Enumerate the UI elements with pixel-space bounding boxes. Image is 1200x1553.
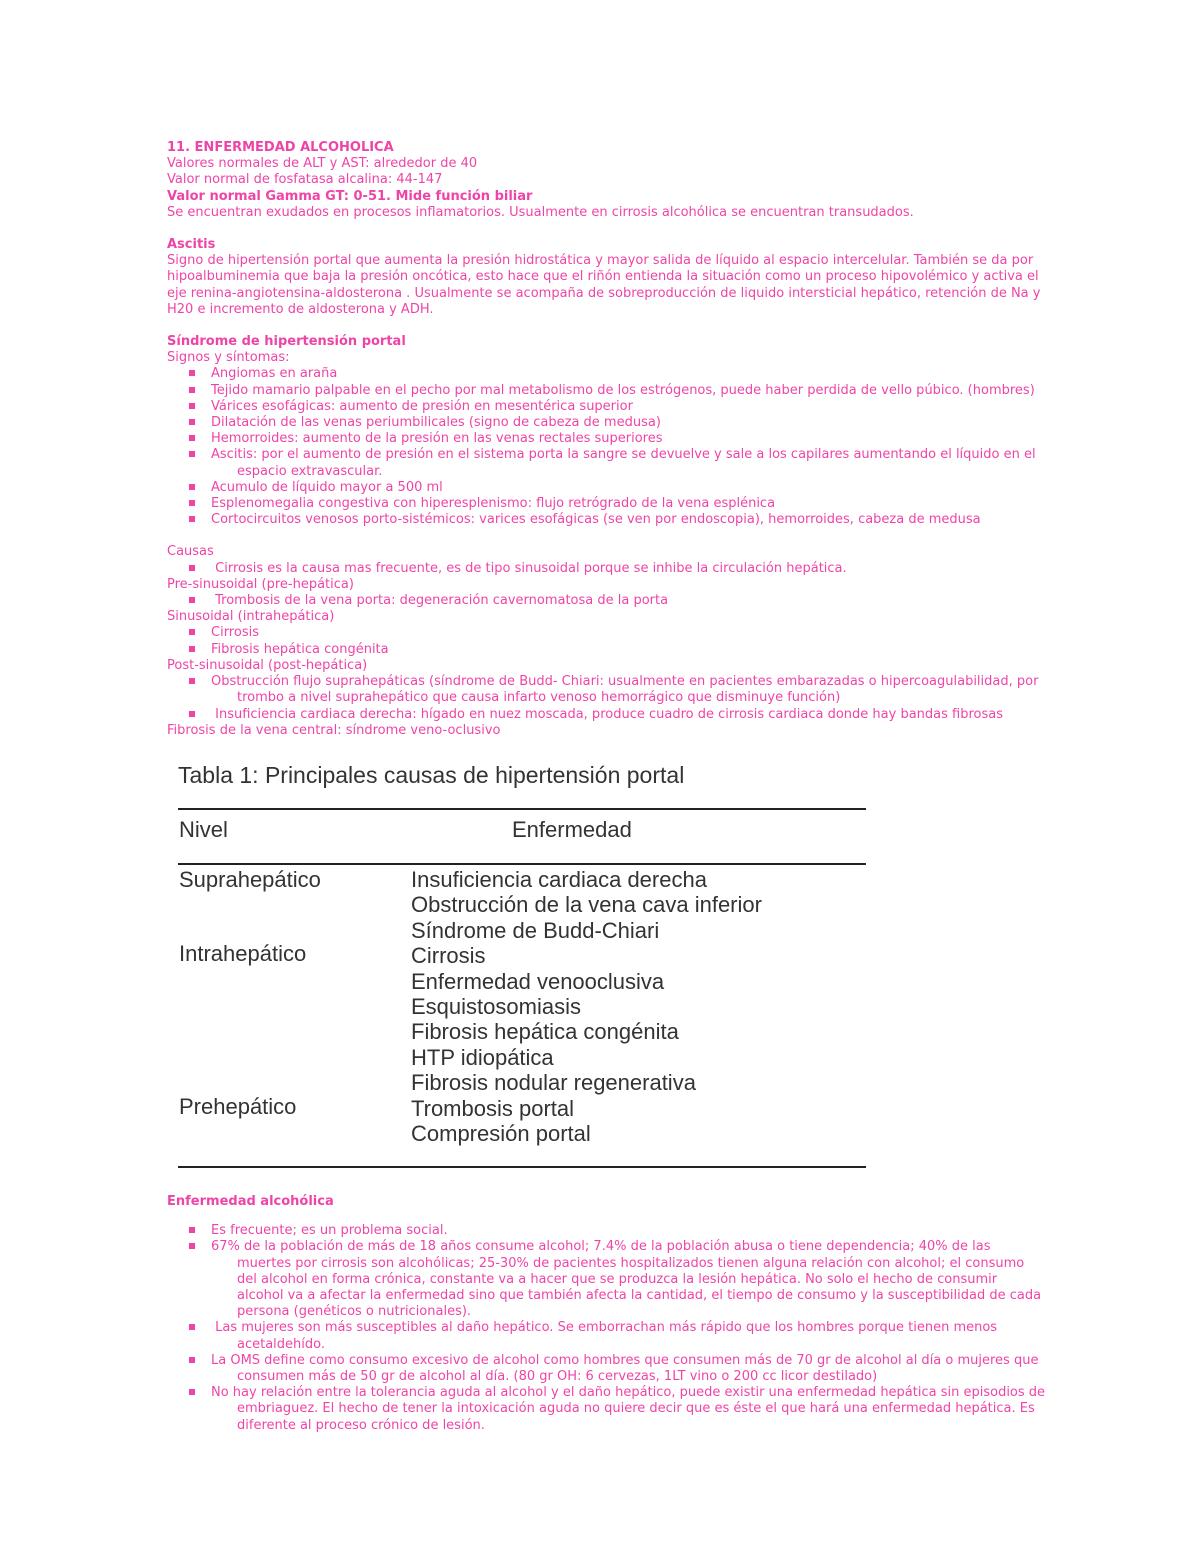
table-rule-bottom — [178, 1166, 866, 1168]
list-item: Angiomas en araña — [167, 366, 1047, 382]
disease-item: Insuficiencia cardiaca derecha — [411, 867, 707, 892]
level-prehepatico: Prehepático — [179, 1094, 297, 1119]
disease-item: Esquistosomiasis — [411, 994, 581, 1020]
disease-list — [411, 867, 762, 1146]
alt-ast-line: Valores normales de ALT y AST: alrededor de 40 — [167, 156, 478, 172]
list-item: Acumulo de líquido mayor a 500 ml — [167, 480, 1047, 496]
alcoholica-list — [167, 1223, 1047, 1434]
bullet-icon — [189, 370, 195, 376]
list-item: 67% de la población de más de 18 años consume alcohol; 7.4% de la población abusa o tiene dependencia; 40% de las muertes por cirrosis son alcohólicas; 25-30% de pacientes hospitalizados tienen alguna relación con alcohol; el consumo del alcohol en forma crónica, constante va a hacer que se produzca la lesión hepática. No solo el hecho de consumir alcohol va a afectar la enfermedad sino que también afecta la cantidad, el tiempo de consumo y la susceptibilidad de cada persona (genéticos o nutricionales). — [167, 1239, 1047, 1320]
lower-text-block — [167, 1181, 1047, 1434]
bullet-icon — [189, 1357, 195, 1363]
list-item: Ascitis: por el aumento de presión en el sistema porta la sangre se devuelve y sale a los capilares aumentando el líquido en el espacio extravascular. — [167, 447, 1047, 479]
disease-item: HTP idiopática — [411, 1044, 554, 1070]
level-suprahepatico: Suprahepático — [179, 867, 321, 892]
signos-list — [167, 366, 1047, 528]
bullet-icon — [189, 435, 195, 441]
bullet-icon — [189, 646, 195, 652]
sindrome-heading: Síndrome de hipertensión portal — [167, 334, 406, 350]
bullet-icon — [189, 1324, 195, 1330]
list-item: Cirrosis es la causa mas frecuente, es de tipo sinusoidal porque se inhibe la circulación hepática. — [167, 561, 1047, 577]
list-item: Hemorroides: aumento de la presión en las venas rectales superiores — [167, 431, 1047, 447]
upper-text-block — [167, 140, 1047, 739]
disease-item: Obstrucción de la vena cava inferior — [411, 892, 762, 918]
table-rule-header — [178, 863, 866, 865]
disease-item: Fibrosis hepática congénita — [411, 1019, 679, 1045]
list-item: La OMS define como consumo excesivo de alcohol como hombres que consumen más de 70 gr de alcohol al día o mujeres que consumen más de 50 gr de alcohol al día. (80 gr OH: 6 cervezas, 1LT vino o 200 cc licor destilado) — [167, 1353, 1047, 1385]
exudados-line: Se encuentran exudados en procesos inflamatorios. Usualmente en cirrosis alcohólica se encuentran transudados. — [167, 204, 914, 220]
bullet-icon — [189, 629, 195, 635]
list-item: Cortocircuitos venosos porto-sistémicos: varices esofágicas (se ven por endoscopia), hemorroides, cabeza de medusa — [167, 512, 1047, 528]
level-intrahepatico: Intrahepático — [179, 941, 307, 966]
sinusoidal-list — [167, 625, 1047, 657]
table-title: Tabla 1: Principales causas de hipertensión portal — [178, 762, 685, 788]
causas-list — [167, 561, 1047, 577]
list-item: Fibrosis hepática congénita — [167, 642, 1047, 658]
list-item: Esplenomegalia congestiva con hiperesplenismo: flujo retrógrado de la vena esplénica — [167, 496, 1047, 512]
list-item: Trombosis de la vena porta: degeneración cavernomatosa de la porta — [167, 593, 1047, 609]
pre-sinusoidal-heading: Pre-sinusoidal (pre-hepática) — [167, 576, 354, 592]
list-item: Cirrosis — [167, 625, 1047, 641]
disease-item: Trombosis portal — [411, 1095, 575, 1121]
list-item: Es frecuente; es un problema social. — [167, 1223, 1047, 1239]
bullet-icon — [189, 597, 195, 603]
bullet-icon — [189, 500, 195, 506]
list-item: Tejido mamario palpable en el pecho por mal metabolismo de los estrógenos, puede haber perdida de vello púbico. (hombres) — [167, 383, 1047, 399]
post-sinusoidal-list — [167, 674, 1047, 723]
section-title: 11. ENFERMEDAD ALCOHOLICA — [167, 140, 394, 155]
bullet-icon — [189, 1243, 195, 1249]
list-item: Insuficiencia cardiaca derecha: hígado en nuez moscada, produce cuadro de cirrosis cardiaca donde hay bandas fibrosas — [167, 707, 1047, 723]
bullet-icon — [189, 516, 195, 522]
bullet-icon — [189, 484, 195, 490]
column-header-enfermedad: Enfermedad — [512, 817, 632, 842]
post-sinusoidal-heading: Post-sinusoidal (post-hepática) — [167, 657, 368, 673]
list-item: Várices esofágicas: aumento de presión en mesentérica superior — [167, 399, 1047, 415]
fosfatasa-line: Valor normal de fosfatasa alcalina: 44-147 — [167, 172, 443, 188]
disease-item: Compresión portal — [411, 1121, 591, 1147]
disease-item: Cirrosis — [411, 943, 486, 969]
disease-item: Síndrome de Budd-Chiari — [411, 917, 660, 943]
bullet-icon — [189, 403, 195, 409]
bullet-icon — [189, 387, 195, 393]
list-item: Obstrucción flujo suprahepáticas (síndrome de Budd- Chiari: usualmente en pacientes embarazadas o hipercoagulabilidad, por trombo a nivel suprahepático que causa infarto venoso hemorrágico que disminuye función) — [167, 674, 1047, 706]
gamma-gt-line: Valor normal Gamma GT: 0-51. Mide función biliar — [167, 188, 533, 204]
column-header-nivel: Nivel — [179, 817, 228, 842]
ascitis-heading: Ascitis — [167, 237, 216, 253]
fibrosis-line: Fibrosis de la vena central: síndrome veno-oclusivo — [167, 722, 501, 738]
pre-sinusoidal-list — [167, 593, 1047, 609]
bullet-icon — [189, 678, 195, 684]
sinusoidal-heading: Sinusoidal (intrahepática) — [167, 609, 335, 625]
table-rule-top — [178, 808, 866, 810]
list-item: No hay relación entre la tolerancia aguda al alcohol y el daño hepático, puede existir una enfermedad hepática sin episodios de embriaguez. El hecho de tener la intoxicación aguda no quiere decir que es éste el que hará una enfermedad hepática. Es diferente al proceso crónico de lesión. — [167, 1385, 1047, 1434]
disease-item: Enfermedad venooclusiva — [411, 968, 665, 994]
bullet-icon — [189, 1227, 195, 1233]
signos-subheading: Signos y síntomas: — [167, 350, 290, 366]
bullet-icon — [189, 1389, 195, 1395]
list-item: Dilatación de las venas periumbilicales (signo de cabeza de medusa) — [167, 415, 1047, 431]
bullet-icon — [189, 451, 195, 457]
bullet-icon — [189, 711, 195, 717]
list-item: Las mujeres son más susceptibles al daño hepático. Se emborrachan más rápido que los hombres porque tienen menos acetaldehído. — [167, 1320, 1047, 1352]
bullet-icon — [189, 419, 195, 425]
bullet-icon — [189, 565, 195, 571]
causas-heading: Causas — [167, 544, 214, 560]
ascitis-paragraph: Signo de hipertensión portal que aumenta la presión hidrostática y mayor salida de líquido al espacio intercelular. También se da por hipoalbuminemia que baja la presión oncótica, esto hace que el riñón entienda la situación como un proceso hipovolémico y activa el eje renina-angiotensina-aldosterona . Usualmente se acompaña de sobreproducción de liquido intersticial hepático, retención de Na y H20 e incremento de aldosterona y ADH. — [167, 253, 1041, 317]
alcoholica-heading: Enfermedad alcohólica — [167, 1194, 334, 1209]
disease-item: Fibrosis nodular regenerativa — [411, 1070, 696, 1096]
